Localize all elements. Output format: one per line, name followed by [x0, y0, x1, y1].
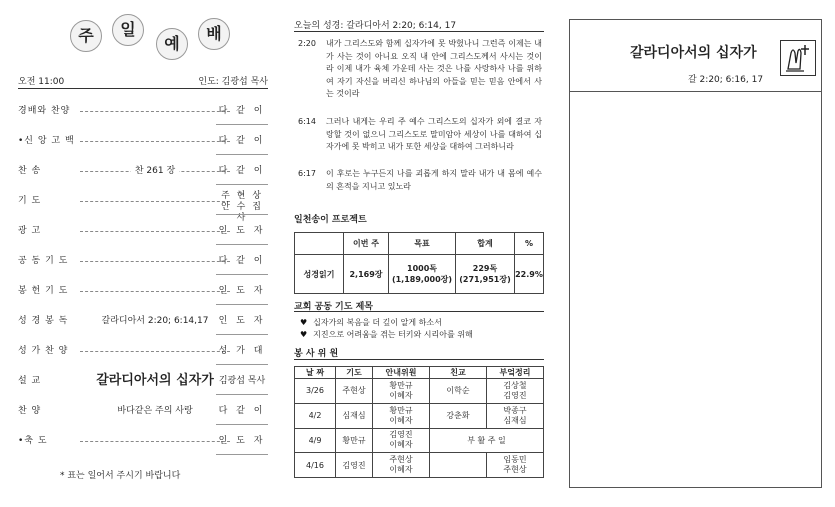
- verse: [298, 168, 542, 193]
- sermon-reference: 갈 2:20; 6:16, 17: [688, 75, 764, 85]
- order-row: [18, 187, 268, 223]
- order-label: 봉 헌 기 도: [18, 286, 69, 296]
- service-time: 오전 11:00: [18, 77, 65, 87]
- row-underline: [216, 184, 268, 185]
- service-cell: 4/9: [295, 428, 336, 453]
- service-header: 안내위원: [373, 367, 430, 379]
- service-header: 친교: [430, 367, 487, 379]
- service-cell: 3/26: [295, 379, 336, 404]
- order-row: [18, 217, 268, 245]
- row-underline: [216, 364, 268, 365]
- table-row: [295, 453, 544, 478]
- order-row: [18, 127, 268, 155]
- bulletin-middle-panel: [294, 0, 546, 507]
- row-underline: [216, 124, 268, 125]
- service-cell: 강춘화: [430, 403, 487, 428]
- title-char: 배: [198, 18, 230, 50]
- title-char: 예: [156, 28, 188, 60]
- project-cell: 성경읽기: [295, 255, 344, 294]
- sermon-title: 갈라디아서의 십자가: [630, 45, 757, 61]
- order-detail-text: 갈라디아서의 십자가: [92, 373, 218, 388]
- verse-text: 내가 그리스도와 함께 십자가에 못 박혔나니 그런즉 이제는 내가 사는 것이 아니요 오직 내 안에 그리스도께서 사시는 것이라 이제 내가 육체 가운데 사는 것은 나를 사랑하사 나를 위하여 자기 자신을 버리신 하나님의 아들을 믿는 믿음 안에서 사는 것이라: [326, 39, 542, 98]
- project-cell: 229독 (271,951장): [456, 255, 515, 294]
- service-leader: 인도: 김광섭 목사: [198, 77, 268, 87]
- order-person: 다 같 이: [218, 136, 266, 146]
- order-person: 인 도 자: [218, 226, 266, 236]
- service-cell: 이학순: [430, 379, 487, 404]
- title-char: 일: [112, 14, 144, 46]
- order-row: [18, 157, 268, 185]
- service-cell: 황만규 이혜자: [373, 403, 430, 428]
- heart-icon: ♥: [300, 318, 308, 327]
- order-label: 찬 양: [18, 406, 42, 416]
- project-cell: 1000독 (1,189,000장): [389, 255, 456, 294]
- dotted-leader: [80, 261, 230, 262]
- row-underline: [216, 424, 268, 425]
- order-person: 인 도 자: [218, 316, 266, 326]
- service-cell: 김상철 김영진: [487, 379, 544, 404]
- order-label: 성 가 찬 양: [18, 346, 69, 356]
- order-label: 경배와 찬양: [18, 106, 71, 116]
- order-detail: [80, 157, 230, 185]
- table-row: [295, 379, 544, 404]
- table-row: [295, 403, 544, 428]
- order-label: •신 앙 고 백: [18, 136, 75, 146]
- prayer-item: [300, 329, 473, 340]
- project-cell: 22.9%: [515, 255, 544, 294]
- table-row: [295, 428, 544, 453]
- service-cell: 부 활 주 일: [430, 428, 544, 453]
- order-detail: [80, 307, 230, 335]
- service-heading: [294, 346, 544, 359]
- order-detail-text: 바다같은 주의 사랑: [113, 406, 196, 416]
- order-detail-text: 갈라디아서 2:20; 6:14,17: [98, 316, 213, 326]
- service-info: [18, 74, 268, 87]
- row-underline: [216, 214, 268, 215]
- verse-text: 그러나 내게는 우리 주 예수 그리스도의 십자가 외에 결코 자랑할 것이 없으니 그리스도로 말미암아 세상이 나를 대하여 십자가에 못 박히고 내가 또한 세상을 대하여 그러하니라: [326, 117, 542, 151]
- service-cell: 황만규: [336, 428, 373, 453]
- project-header: 목표: [389, 233, 456, 255]
- prayer-heading-text: 교회 공동 기도 제목: [294, 302, 373, 312]
- order-label: •축 도: [18, 436, 48, 446]
- order-person: 주 현 상 안 수 집 사: [221, 191, 263, 223]
- service-cell: 임동민 주현상: [487, 453, 544, 478]
- dotted-leader: [80, 441, 230, 442]
- row-underline: [216, 454, 268, 455]
- order-row: [18, 277, 268, 305]
- worship-order-panel: [0, 0, 278, 507]
- dotted-leader: [80, 351, 230, 352]
- dotted-leader: [80, 231, 230, 232]
- order-label: 찬 송: [18, 166, 42, 176]
- project-heading-text: 일천송이 프로젝트: [294, 215, 367, 225]
- scripture-heading-text: 오늘의 성경: 갈라디아서 2:20; 6:14, 17: [294, 21, 457, 31]
- service-cell: 황만규 이혜자: [373, 379, 430, 404]
- service-heading-text: 봉 사 위 원: [294, 349, 339, 359]
- order-label: 광 고: [18, 226, 42, 236]
- verse-text: 이 후로는 누구든지 나를 괴롭게 하지 말라 내가 내 몸에 예수의 흔적을 지니고 있노라: [326, 169, 542, 191]
- verse: [298, 38, 542, 101]
- service-cell: 주현상 이혜자: [373, 453, 430, 478]
- order-person: 김광섭 목사: [218, 376, 266, 386]
- service-cell: 4/2: [295, 403, 336, 428]
- service-cell: 김영진 이혜자: [373, 428, 430, 453]
- service-cell: 심재심: [336, 403, 373, 428]
- order-person: 다 같 이: [218, 106, 266, 116]
- worship-title: [70, 14, 250, 70]
- order-row: [18, 367, 268, 395]
- order-person: 성 가 대: [218, 346, 266, 356]
- project-table: [294, 232, 544, 294]
- order-person: 인 도 자: [218, 436, 266, 446]
- order-label: 설 교: [18, 376, 42, 386]
- service-cell: 박종구 심재심: [487, 403, 544, 428]
- verse: [298, 116, 542, 154]
- dotted-leader: [80, 141, 230, 142]
- verse-number: 6:14: [298, 117, 316, 126]
- heart-icon: ♥: [300, 330, 308, 339]
- verse-number: 6:17: [298, 169, 316, 178]
- order-label: 성 경 봉 독: [18, 316, 69, 326]
- order-label: 기 도: [18, 196, 42, 206]
- service-header: 기도: [336, 367, 373, 379]
- row-underline: [216, 274, 268, 275]
- prayer-item: [300, 317, 442, 328]
- row-underline: [216, 304, 268, 305]
- project-heading: [294, 212, 544, 225]
- service-cell: 주현상: [336, 379, 373, 404]
- order-row: [18, 97, 268, 125]
- divider: [570, 91, 821, 92]
- row-underline: [216, 334, 268, 335]
- service-cell: [430, 453, 487, 478]
- order-label: 공 동 기 도: [18, 256, 69, 266]
- row-underline: [216, 244, 268, 245]
- service-header: 부엌정리: [487, 367, 544, 379]
- service-cell: 4/16: [295, 453, 336, 478]
- order-row: [18, 307, 268, 335]
- project-header: [295, 233, 344, 255]
- project-cell: 2,169장: [344, 255, 389, 294]
- dotted-leader: [80, 291, 230, 292]
- order-row: [18, 247, 268, 275]
- footnote: * 표는 일어서 주시기 바랍니다: [60, 471, 181, 481]
- service-table: [294, 366, 544, 478]
- project-header: %: [515, 233, 544, 255]
- divider: [18, 88, 268, 89]
- order-person: 다 같 이: [218, 406, 266, 416]
- order-row: [18, 427, 268, 455]
- prayer-heading: [294, 299, 544, 312]
- scripture-heading: [294, 18, 544, 31]
- service-cell: 김영진: [336, 453, 373, 478]
- order-row: [18, 397, 268, 425]
- order-detail: [80, 367, 230, 396]
- title-char: 주: [70, 20, 102, 52]
- verse-number: 2:20: [298, 39, 316, 48]
- order-detail-text: 찬 261 장: [131, 166, 179, 176]
- praying-hands-cross-icon: [780, 40, 816, 76]
- order-person: 다 같 이: [218, 256, 266, 266]
- project-header: 합계: [456, 233, 515, 255]
- row-underline: [216, 154, 268, 155]
- sermon-notes-panel: [569, 19, 822, 488]
- prayer-text: 지진으로 어려움을 겪는 터키와 시리아를 위해: [313, 330, 473, 339]
- project-header: 이번 주: [344, 233, 389, 255]
- order-detail: [80, 397, 230, 425]
- service-header: 날 짜: [295, 367, 336, 379]
- order-row: [18, 337, 268, 365]
- dotted-leader: [80, 201, 230, 202]
- dotted-leader: [80, 111, 230, 112]
- prayer-text: 십자가의 복음을 더 깊이 알게 하소서: [313, 318, 442, 327]
- order-person: 다 같 이: [218, 166, 266, 176]
- order-person: 인 도 자: [218, 286, 266, 296]
- row-underline: [216, 394, 268, 395]
